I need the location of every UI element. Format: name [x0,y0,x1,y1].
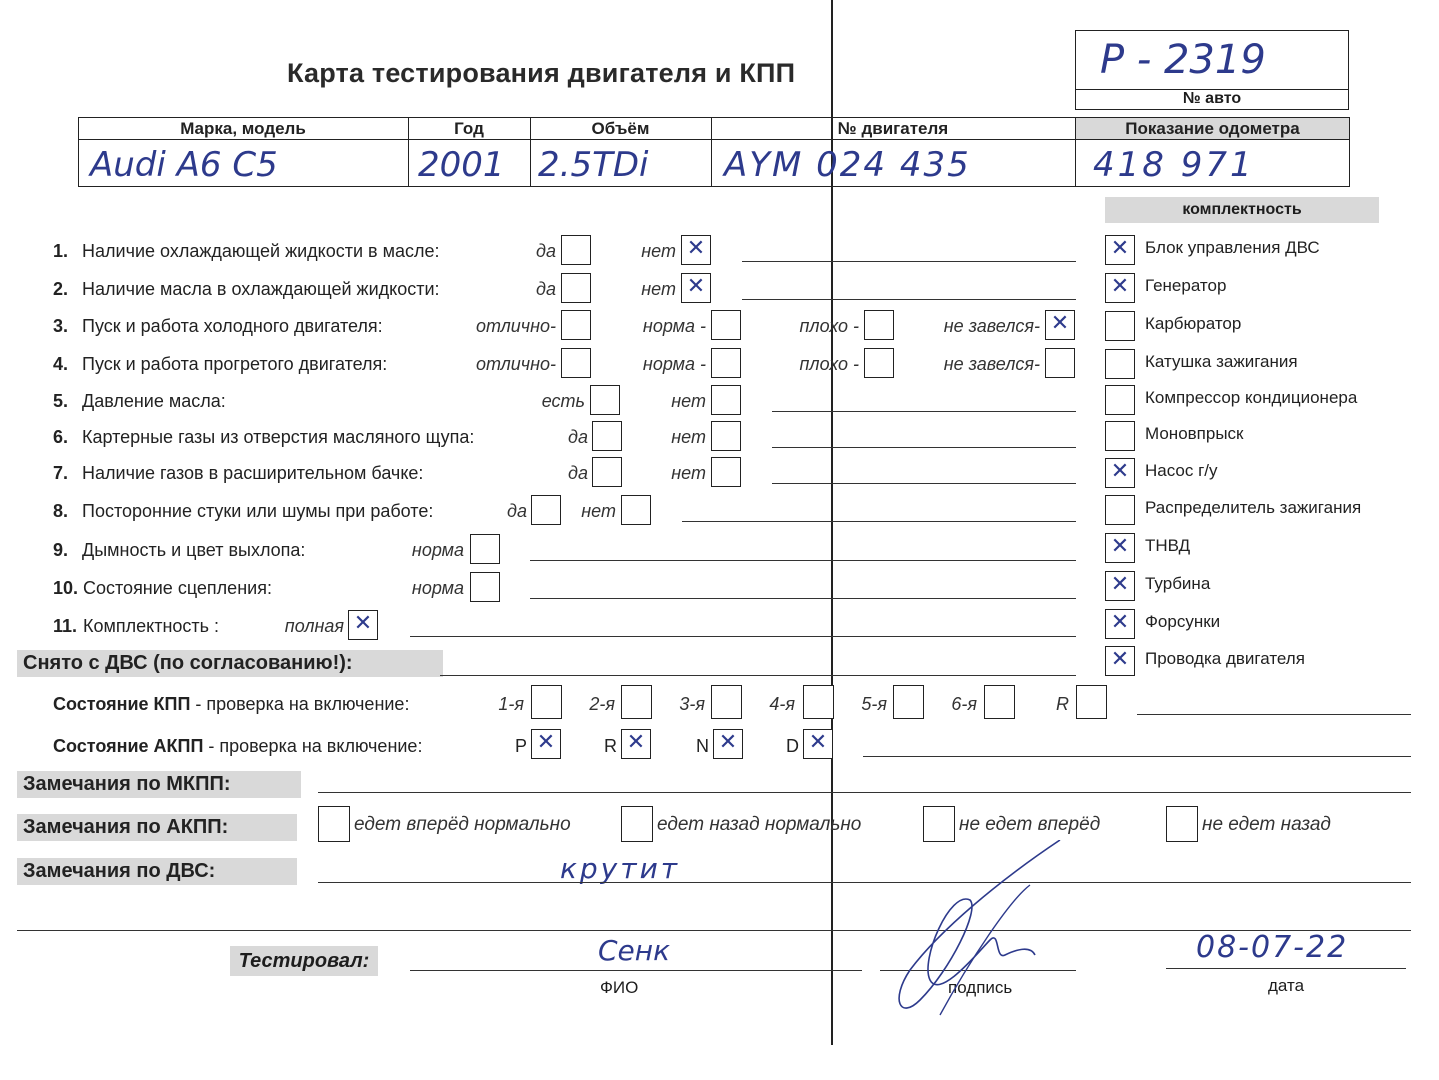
x-mark-icon: ✕ [1050,311,1070,336]
answer-line [772,411,1076,412]
remarks-akpp-label: Замечания по АКПП: [17,814,297,841]
answer-line [772,483,1076,484]
kpp-row-label [53,694,409,715]
x-mark-icon: ✕ [1110,610,1130,635]
question-number: 5. [53,391,69,411]
option-label: отлично- [476,316,556,336]
cell-odometer: 418 971 [1093,145,1255,185]
remarks-mkpp-label: Замечания по МКПП: [17,771,301,798]
option-label: не завелся- [943,316,1040,336]
removed-line [440,675,1076,676]
kit-item-label: Проводка двигателя [1145,649,1305,668]
kit-checkbox[interactable] [1105,385,1135,415]
page-title: Карта тестирования двигателя и КПП [287,58,796,88]
option-label: норма [411,540,464,560]
x-mark-icon: ✕ [1110,647,1130,672]
signature-label: подпись [948,978,1013,997]
question-text: Дымность и цвет выхлопа: [82,540,306,560]
option-label: полная [284,616,344,636]
gear-label: 3-я [679,694,705,714]
answer-line [530,598,1076,599]
akpp-line [863,756,1411,757]
signature-scribble [880,840,1080,1030]
kpp-line [1137,714,1411,715]
x-mark-icon: ✕ [718,730,738,755]
gear-label: 6-я [951,694,977,714]
x-mark-icon: ✕ [1110,572,1130,597]
kit-item-label: Насос г/у [1145,461,1218,480]
x-mark-icon: ✕ [536,730,556,755]
option-label: да [568,463,588,483]
option-label: да [507,501,527,521]
gear-label: 5-я [861,694,887,714]
answer-line [772,447,1076,448]
question-text: Состояние сцепления: [83,578,272,598]
option-label: не завелся- [943,354,1040,374]
gear-label: 1-я [498,694,524,714]
option-checkbox[interactable] [711,385,741,415]
gear-label: 4-я [769,694,795,714]
remarks-dvs-note: крутит [560,852,681,885]
gear-label: N [696,736,709,756]
question-number: 6. [53,427,69,447]
gear-label: P [514,736,527,756]
question-text: Наличие масла в охлаждающей жидкости: [82,279,440,299]
option-label: да [536,241,556,261]
remark-checkbox[interactable] [1166,806,1198,842]
gear-label: 2-я [589,694,615,714]
gear-label: R [1056,694,1069,714]
option-label: нет [671,463,706,483]
x-mark-icon: ✕ [1110,274,1130,299]
car-number-value: P - 2319 [1100,37,1266,83]
kit-checkbox[interactable] [1105,349,1135,379]
option-label: плохо - [799,316,859,336]
question-text: Наличие охлаждающей жидкости в масле: [82,241,440,261]
x-mark-icon: ✕ [1110,459,1130,484]
header-table [78,117,1350,187]
kit-item-label: Блок управления ДВС [1145,238,1320,257]
x-mark-icon: ✕ [1110,534,1130,559]
question-number: 9. [53,540,69,560]
question-text: Пуск и работа холодного двигателя: [82,316,383,336]
cell-engine: AYM 024 435 [724,145,971,185]
cell-year: 2001 [418,145,505,185]
tested-label: Тестировал: [230,946,378,976]
date-value: 08-07-22 [1196,930,1349,965]
gear-label: R [604,736,617,756]
option-label: норма [411,578,464,598]
question-text: Посторонние стуки или шумы при работе: [82,501,434,521]
question-number: 4. [53,354,69,374]
option-checkbox[interactable] [711,421,741,451]
gear-label: D [786,736,799,756]
question-text: Комплектность : [83,616,220,636]
remark-option-label: не едет назад [1202,814,1331,835]
remark-checkbox[interactable] [923,806,955,842]
x-mark-icon: ✕ [626,730,646,755]
answer-line [742,261,1076,262]
kit-checkbox[interactable] [1105,421,1135,451]
answer-line [682,521,1076,522]
kpp-rest: - проверка на включение: [190,694,410,714]
col-header-year: Год [454,119,484,138]
date-line [1166,968,1406,969]
option-checkbox[interactable] [621,495,651,525]
col-header-engine: № двигателя [837,119,949,138]
kit-item-label: Компрессор кондиционера [1145,388,1358,407]
x-mark-icon: ✕ [686,236,706,261]
col-header-volume: Объём [591,119,650,138]
option-checkbox[interactable] [711,457,741,487]
remark-option-label: не едет вперёд [959,814,1101,835]
cell-model: Audi A6 C5 [90,145,278,185]
kit-checkbox[interactable] [1105,495,1135,525]
kpp-bold: Состояние КПП [53,694,191,714]
x-mark-icon: ✕ [1110,236,1130,261]
fio-label: ФИО [600,978,639,997]
col-header-odometer: Показание одометра [1125,119,1300,138]
option-label: отлично- [476,354,556,374]
fio-line [410,970,862,971]
question-number: 1. [53,241,69,261]
option-label: нет [671,391,706,411]
option-label: да [536,279,556,299]
remark-option-label: едет назад нормально [657,814,862,835]
answer-line [410,636,1076,637]
x-mark-icon: ✕ [686,274,706,299]
akpp-row-label [53,736,422,757]
x-mark-icon: ✕ [808,730,828,755]
remark-option-label: едет вперёд нормально [354,814,571,835]
question-number: 3. [53,316,69,336]
option-label: плохо - [799,354,859,374]
option-label: есть [541,391,585,411]
date-label: дата [1268,976,1305,995]
kit-item-label: Генератор [1145,276,1227,295]
question-number: 8. [53,501,69,521]
option-label: нет [641,241,676,261]
kit-item-label: Форсунки [1145,612,1221,631]
removed-label: Снято с ДВС (по согласованию!): [17,650,443,677]
car-number-label: № авто [1182,90,1242,107]
option-label: да [568,427,588,447]
remark-checkbox[interactable] [621,806,653,842]
remarks-mkpp-line [318,792,1411,793]
kit-title: комплектность [1105,197,1379,223]
question-text: Пуск и работа прогретого двигателя: [82,354,388,374]
answer-line [530,560,1076,561]
question-text: Давление масла: [82,391,226,411]
question-text: Картерные газы из отверстия масляного щупа: [82,427,475,447]
col-header-model: Марка, модель [180,119,306,138]
car-number-box [1075,30,1349,110]
question-number: 11. [53,616,78,636]
kit-item-label: Распределитель зажигания [1145,498,1362,517]
option-label: норма - [642,354,706,374]
remarks-dvs-line [318,882,1411,883]
fio-value: Сенк [598,934,670,967]
cell-volume: 2.5TDi [538,145,649,185]
option-checkbox[interactable] [470,572,500,602]
remarks-dvs-label: Замечания по ДВС: [17,858,297,885]
kit-item-label: Турбина [1145,574,1211,593]
question-number: 2. [53,279,69,299]
gear-checkbox[interactable] [1076,685,1107,719]
option-checkbox[interactable] [1045,348,1075,378]
option-label: норма - [642,316,706,336]
akpp-bold: Состояние АКПП [53,736,204,756]
question-text: Наличие газов в расширительном бачке: [82,463,424,483]
answer-line [742,299,1076,300]
akpp-rest: - проверка на включение: [203,736,423,756]
remark-checkbox[interactable] [318,806,350,842]
option-label: нет [671,427,706,447]
kit-item-label: Катушка зажигания [1145,352,1298,371]
kit-item-label: Карбюратор [1145,314,1242,333]
question-number: 10. [53,578,79,598]
kit-item-label: ТНВД [1145,536,1191,555]
kit-item-label: Моновпрыск [1145,424,1244,443]
kit-checkbox[interactable] [1105,311,1135,341]
question-number: 7. [53,463,69,483]
x-mark-icon: ✕ [353,611,373,636]
option-label: нет [581,501,616,521]
option-label: нет [641,279,676,299]
option-checkbox[interactable] [470,534,500,564]
